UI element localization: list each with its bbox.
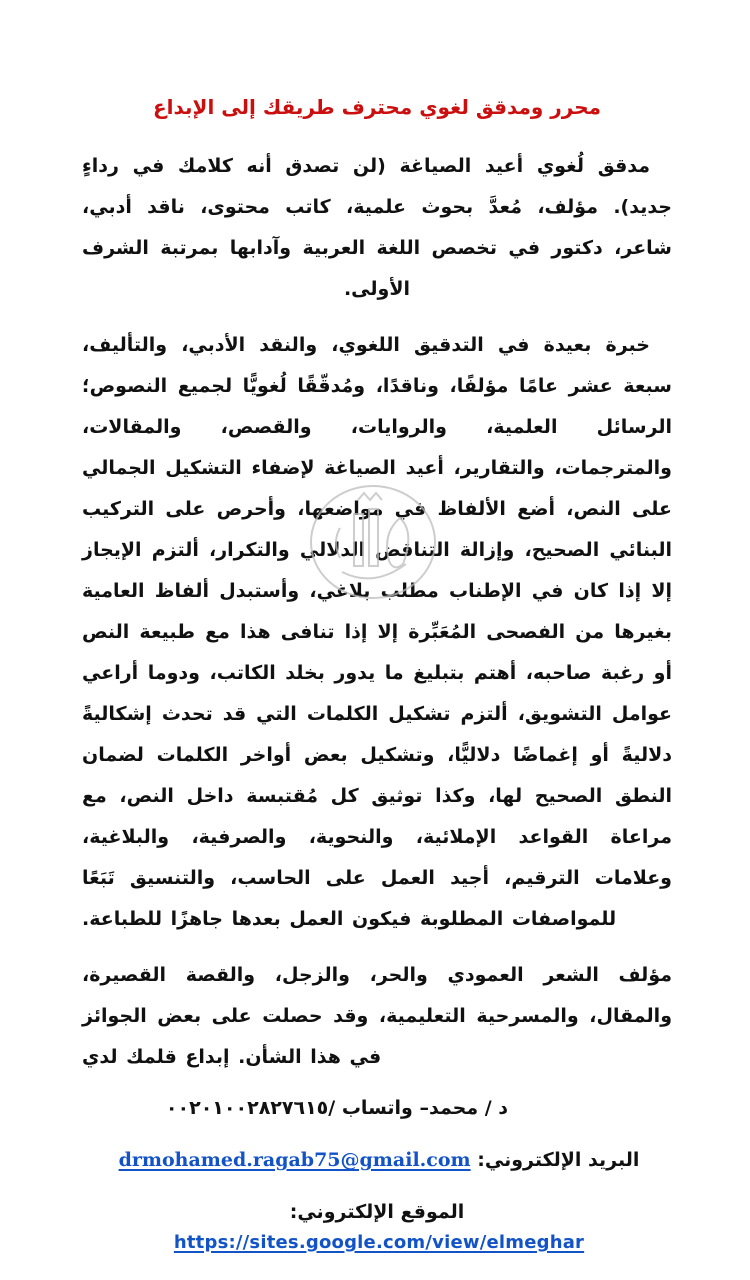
email-link[interactable]: drmohamed.ragab75@gmail.com: [118, 1149, 471, 1171]
page-title: محرر ومدقق لغوي محترف طريقك إلى الإبداع: [152, 95, 602, 119]
website-line: [82, 1197, 672, 1258]
website-link[interactable]: https://sites.google.com/view/elmeghar: [173, 1232, 585, 1253]
website-label: الموقع الإلكتروني:: [289, 1201, 465, 1223]
email-label: البريد الإلكتروني:: [477, 1149, 640, 1171]
email-line: [82, 1145, 672, 1175]
document-content: [82, 94, 672, 1280]
contact-block: [82, 1093, 672, 1258]
paragraph-experience: خبرة بعيدة في التدقيق اللغوي، والنقد الأدبي، والتأليف، سبعة عشر عامًا مؤلفًا، وناقدًا، ومُدقّقًا لُغويًّا لجميع النصوص؛ الرسائل العلمية، والروايات، والقصص، والمقالات، والمترجمات، والتقارير، أعيد الصياغة لإضفاء التشكيل الجمالي على النص، أضع الألفاظ في مواضعها، وأحرص على التركيب البنائي الصحيح، وإزالة التناقض الدلالي والتكرار، ألتزم الإيجاز إلا إذا كان في الإطناب مطلب بلاغي، وأستبدل ألفاظ العامية بغيرها من الفصحى المُعَبِّرة إلا إذا تنافى هذا مع طبيعة النص أو رغبة صاحبه، أهتم بتبليغ ما يدور بخلد الكاتب، ودوما أراعي عوامل التشويق، ألتزم تشكيل الكلمات التي قد تحدث إشكاليةً دلاليةً أو إغماضًا دلاليًّا، وتشكيل بعض أواخر الكلمات لضمان النطق الصحيح لها، وكذا توثيق كل مُقتبسة داخل النص، مع مراعاة القواعد الإملائية، والنحوية، والصرفية، والبلاغية، وعلامات الترقيم، أجيد العمل على الحاسب، والتنسيق تَبَعًا للمواصفات المطلوبة فيكون العمل بعدها جاهزًا للطباعة.: [82, 334, 672, 930]
phone-whatsapp-line: د / محمد– واتساب /٠٠٢٠١٠٠٢٨٢٧٦١٥: [165, 1097, 509, 1119]
body-text: [82, 146, 672, 1078]
paragraph-author: مؤلف الشعر العمودي والحر، والزجل، والقصة القصيرة، والمقال، والمسرحية التعليمية، وقد حصلت على بعض الجوائز في هذا الشأن. إبداع قلمك لدي: [82, 964, 672, 1068]
paragraph-intro: مدقق لُغوي أعيد الصياغة (لن تصدق أنه كلامك في رداءٍ جديد). مؤلف، مُعدَّ بحوث علمية، كاتب محتوى، ناقد أدبي، شاعر، دكتور في تخصص اللغة العربية وآدابها بمرتبة الشرف الأولى.: [82, 155, 672, 300]
